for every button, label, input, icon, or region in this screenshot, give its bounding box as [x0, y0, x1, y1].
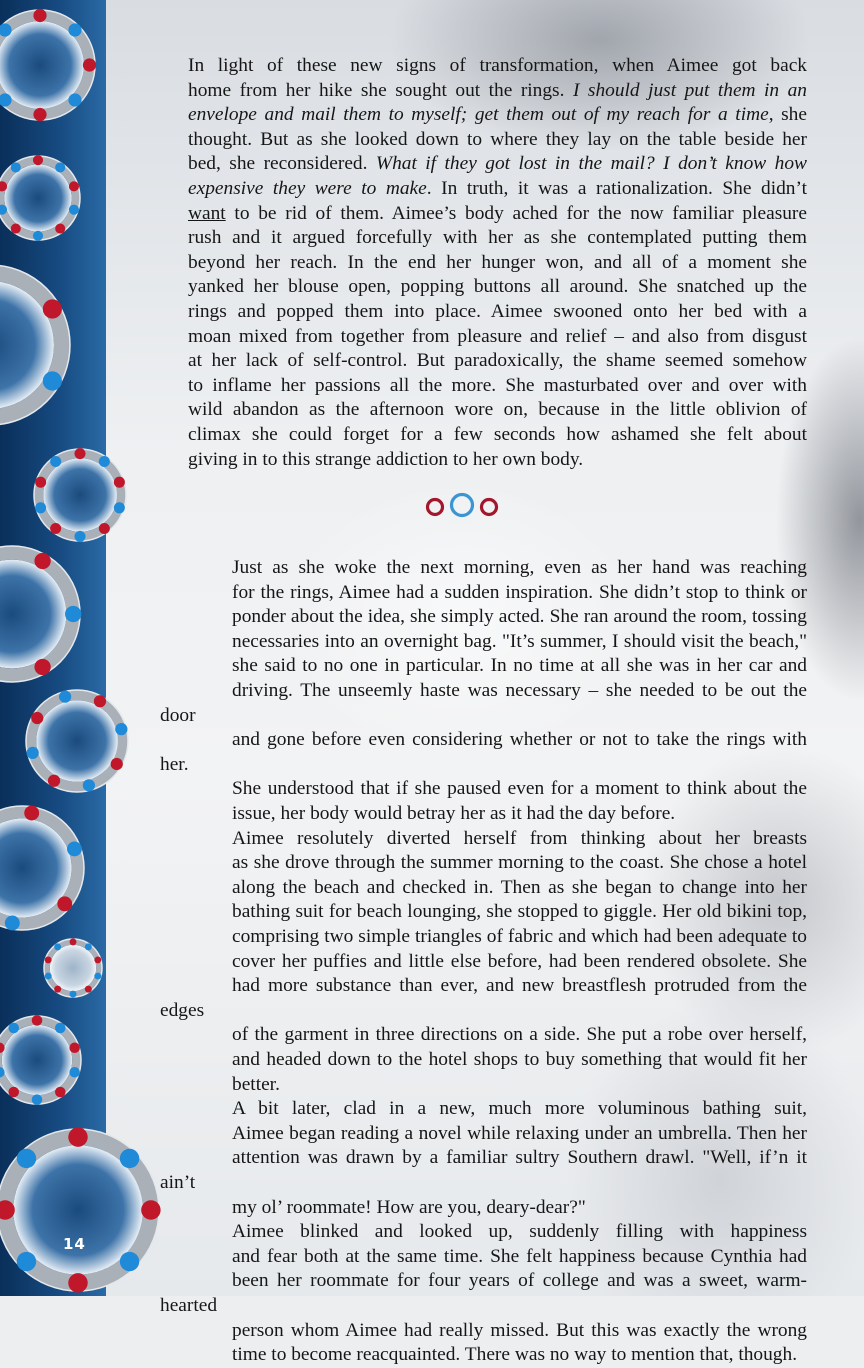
text-line: necessaries into an overnight bag. "It’s summer, I should visit the beach,": [232, 630, 807, 652]
text-line: my ol’ roommate! How are you, deary-dear?": [232, 1196, 586, 1218]
ring-dot: [33, 231, 43, 241]
ring-dot: [70, 991, 77, 998]
ring-dot: [115, 723, 127, 735]
text-line: bathing suit for beach lounging, she stopped to giggle. Her old bikini top,: [232, 901, 807, 923]
text-line: Aimee resolutely diverted herself from thinking about her breasts: [232, 827, 807, 849]
ring-dot: [120, 1252, 139, 1271]
paragraph-2: [160, 556, 807, 827]
ring-dot: [111, 758, 123, 770]
ring-dot: [65, 606, 81, 622]
ring-dot: [8, 1087, 19, 1098]
ring-dot: [33, 108, 46, 121]
ring-ornament: [44, 938, 102, 997]
text-column: [160, 54, 807, 1368]
ring-dot: [141, 1200, 160, 1219]
text-line: thought. But as she looked down to where they lay on the table beside her: [188, 128, 807, 150]
ring-dot: [27, 747, 39, 759]
ring-dot: [74, 531, 85, 542]
ring-dot: [94, 695, 106, 707]
ring-ornament: [0, 1015, 81, 1105]
text-line: rush and it argued forcefully with her as she contemplated putting them: [188, 227, 807, 249]
ring-dot: [99, 456, 110, 467]
ring-dot: [85, 943, 92, 950]
ring-dot: [17, 1149, 36, 1168]
text-line: She understood that if she paused even for a moment to think about the: [232, 778, 807, 800]
ring-dot: [59, 691, 71, 703]
page-number: 14: [63, 1235, 86, 1253]
section-divider: [160, 472, 807, 556]
ring-dot: [54, 986, 61, 993]
text-line: rings and popped them into place. Aimee swooned onto her bed with a: [188, 300, 807, 322]
ring-ornament: [0, 1127, 161, 1292]
ring-dot: [69, 1042, 80, 1053]
text-line: of the garment in three directions on a side. She put a robe over herself,: [232, 1024, 807, 1046]
ring-ornament: [26, 690, 128, 792]
ring-dot: [54, 943, 61, 950]
text-line: wild abandon as the afternoon wore on, because in the little oblivion of: [188, 399, 807, 421]
ring-dot: [5, 916, 20, 931]
ring-dot: [114, 502, 125, 513]
text-line: moan mixed from together from pleasure and relief – and also from disgust: [188, 325, 807, 347]
ring-dot: [68, 1273, 87, 1292]
ring-ornament: [34, 448, 126, 542]
paragraph-4: [160, 1097, 807, 1220]
ring-dot: [94, 973, 101, 980]
paragraph-5: [160, 1220, 807, 1368]
text-line: yanked her blouse open, popping buttons all around. She snatched up the: [188, 276, 807, 298]
ring-dot: [32, 1015, 43, 1026]
ring-dot: [35, 477, 46, 488]
text-line: cover her puffies and little else before, had been rendered obsolete. She: [232, 950, 807, 972]
text-line: Aimee began reading a novel while relaxing under an umbrella. Then her: [232, 1122, 807, 1144]
text-line: for the rings, Aimee had a sudden inspiration. She didn’t stop to think or: [232, 581, 807, 603]
text-line: and gone before even considering whether or not to take the rings with her.: [160, 729, 807, 775]
text-line: comprising two simple triangles of fabric and which had been adequate to: [232, 926, 807, 947]
ring-dot: [83, 779, 95, 791]
text-line: want to be rid of them. Aimee’s body ached for the now familiar pleasure: [188, 202, 807, 224]
text-line: Just as she woke the next morning, even as her hand was reaching: [232, 557, 807, 579]
text-line: and fear both at the same time. She felt happiness because Cynthia had: [232, 1245, 807, 1267]
text-line: A bit later, clad in a new, much more voluminous bathing suit,: [232, 1098, 807, 1120]
ring-dot: [11, 162, 21, 172]
ring-dot: [48, 775, 60, 787]
text-line: along the beach and checked in. Then as she began to change into her: [232, 876, 807, 898]
text-line: to inflame her passions all the more. She masturbated over and over with: [188, 374, 807, 396]
ring-dot: [70, 938, 77, 945]
ring-dot: [31, 712, 43, 724]
text-line: at her lack of self-control. But paradoxically, the shame seemed somehow: [188, 350, 807, 372]
ring-dot: [8, 1023, 19, 1034]
three-rings-ornament-icon: [424, 492, 504, 522]
ring-dot: [11, 224, 21, 234]
ring-dot: [68, 1127, 87, 1146]
text-line: better.: [232, 1073, 280, 1095]
ring-dot: [45, 956, 52, 963]
ring-dot: [120, 1149, 139, 1168]
ring-dot: [114, 477, 125, 488]
ring-dot: [17, 1252, 36, 1271]
ring-dot: [99, 523, 110, 534]
ring-dot: [55, 1023, 66, 1034]
ring-dot: [69, 205, 79, 215]
text-line: driving. The unseemly haste was necessary – she needed to be out the door: [160, 680, 807, 726]
ring-dot: [83, 58, 96, 71]
ring-dot: [68, 23, 81, 36]
ring-dot: [35, 502, 46, 513]
text-line: giving in to this strange addiction to her own body.: [188, 448, 584, 470]
decorative-sidebar: [0, 0, 170, 1296]
text-line: she said to no one in particular. In no time at all she was in her car and: [232, 655, 807, 677]
ring-dot: [33, 9, 46, 22]
ring-dot: [67, 841, 82, 856]
ring-dot: [68, 93, 81, 106]
text-line: person whom Aimee had really missed. But this was exactly the wrong: [232, 1319, 807, 1341]
text-line: had more substance than ever, and new breastflesh protruded from the edges: [160, 975, 807, 1021]
paragraph-3: [160, 827, 807, 1098]
text-line: climax she could forget for a few seconds how ashamed she felt about: [188, 423, 807, 445]
ring-dot: [94, 956, 101, 963]
paragraph-1: [160, 54, 807, 472]
ring-dot: [43, 299, 62, 318]
text-line: attention was drawn by a familiar sultry Southern drawl. "Well, if’n it ain’t: [160, 1147, 807, 1193]
ring-dot: [33, 155, 43, 165]
ring-dot: [69, 181, 79, 191]
ring-dot: [69, 1067, 80, 1078]
text-line: time to become reacquainted. There was no way to mention that, though.: [232, 1344, 798, 1366]
text-line: been her roommate for four years of college and was a sweet, warm-hearted: [160, 1270, 807, 1316]
text-line: expensive they were to make. In truth, it was a rationalization. She didn’t: [188, 177, 807, 199]
ring-dot: [34, 659, 50, 675]
ring-dot: [32, 1094, 43, 1105]
ring-dot: [85, 986, 92, 993]
ring-dot: [34, 553, 50, 569]
ring-dot: [45, 973, 52, 980]
ring-dot: [24, 806, 39, 821]
ring-dot: [43, 371, 62, 390]
text-line: In light of these new signs of transformation, when Aimee got back: [188, 55, 807, 76]
text-line: Aimee blinked and looked up, suddenly filling with happiness: [232, 1221, 807, 1243]
ring-dot: [50, 456, 61, 467]
text-line: beyond her reach. In the end her hunger won, and all of a moment she: [188, 251, 807, 273]
ring-dot: [55, 224, 65, 234]
text-line: as she drove through the summer morning to the coast. She chose a hotel: [232, 852, 807, 874]
text-line: bed, she reconsidered. What if they got lost in the mail? I don’t know how: [188, 153, 807, 175]
ring-ornament: [0, 155, 80, 241]
text-line: and headed down to the hotel shops to buy something that would fit her: [232, 1048, 807, 1070]
ring-dot: [74, 448, 85, 459]
text-line: issue, her body would betray her as it had the day before.: [232, 803, 676, 825]
text-line: home from her hike she sought out the rings. I should just put them in an: [188, 79, 807, 101]
text-line: ponder about the idea, she simply acted. She ran around the room, tossing: [232, 606, 807, 628]
ring-dot: [55, 162, 65, 172]
ring-dot: [57, 896, 72, 911]
ring-dot: [55, 1087, 66, 1098]
text-line: envelope and mail them to myself; get them out of my reach for a time, she: [188, 104, 807, 126]
ring-dot: [50, 523, 61, 534]
